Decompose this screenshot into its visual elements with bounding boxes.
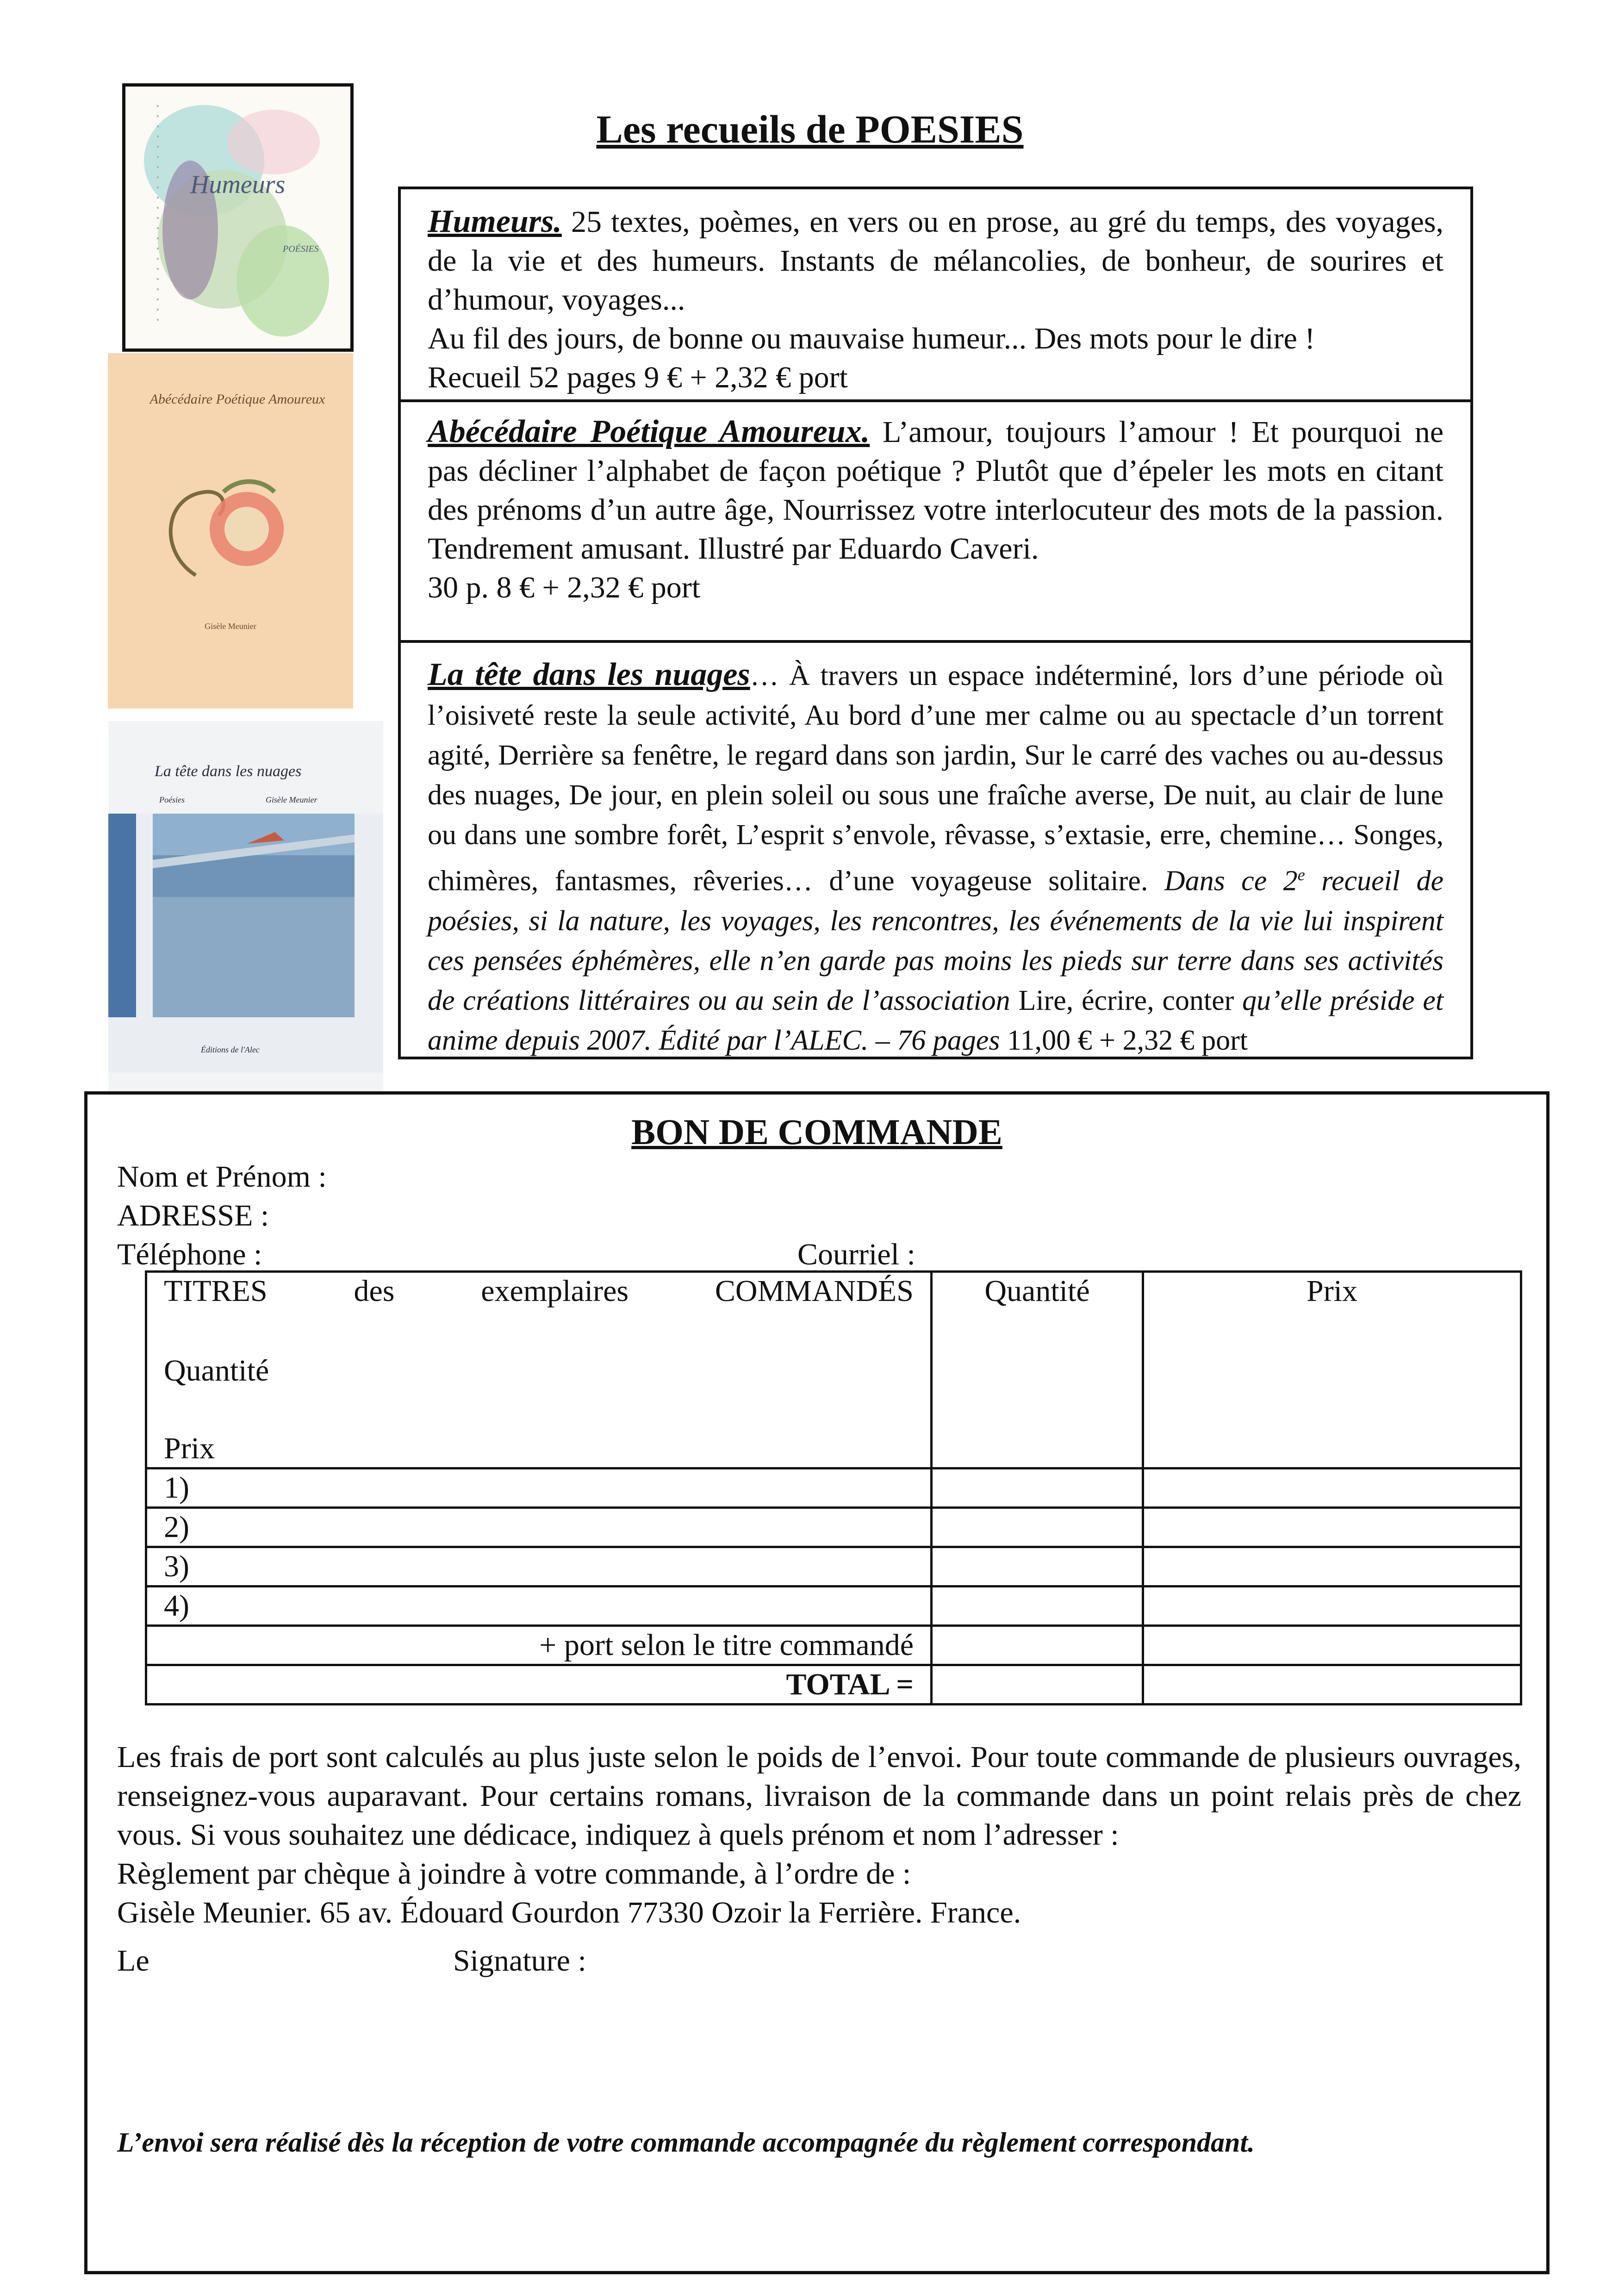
header-titles-cell (146, 1272, 932, 1468)
book-text (428, 202, 1444, 319)
header-quantity: Quantité (932, 1272, 1143, 1468)
book-summary: L’amour, toujours l’amour ! Et pourquoi ne pas décliner l’alphabet de façon poétique ? Plutôt que d’épeler les mots en citant des prénoms d’un autre âge, Nourrissez votre interlocuteur des mots de la passion. Tendrement amusant. Illustré par Eduardo Caveri. (428, 415, 1444, 566)
table-row (146, 1587, 1521, 1626)
book-association: Lire, écrire, conter (1010, 984, 1243, 1016)
page-title: Les recueils de POESIES (596, 107, 1024, 151)
book-text (428, 412, 1444, 568)
cover-humeurs-subtitle: POÉSIES (283, 244, 319, 254)
book-italic-3: qu’elle préside et anime depuis 2007. Édité par l’ALEC. – 76 pages (428, 984, 1444, 1056)
book-summary: … À travers un espace indéterminé, lors d’une période où l’oisiveté reste la seule activité, Au bord d’une mer calme ou au spectacle d’un torrent agité, Derrière sa fenêtre, le regard dans son jardin, Sur le carré des vaches ou au-dessus des nuages, De jour, en plein soleil ou sous une fraîche averse, De nuit, au clair de lune ou dans une sombre forêt, L’esprit s’envole, rêvasse, s’extasie, erre, chemine… Songes, chimères, fantasmes, rêveries… d’une voyageuse solitaire. (428, 660, 1444, 897)
row-price-cell[interactable] (1143, 1508, 1521, 1547)
book-title: Abécédaire Poétique Amoureux. (428, 414, 870, 449)
book-summary: 25 textes, poèmes, en vers ou en prose, au gré du temps, des voyages, de la vie et des humeurs. Instants de mélancolies, de bonheur, de sourires et d’humour, voyages... (428, 205, 1444, 317)
shipping-row (146, 1626, 1521, 1665)
total-row (146, 1665, 1521, 1705)
book-title: La tête dans les nuages (428, 657, 750, 692)
book-description-tete-nuages (398, 640, 1473, 1059)
row-price-cell[interactable] (1143, 1587, 1521, 1626)
shipping-quantity-cell[interactable] (932, 1626, 1143, 1665)
row-title-cell[interactable]: 1) (146, 1468, 932, 1508)
total-label: TOTAL = (146, 1665, 932, 1705)
row-title-cell[interactable]: 4) (146, 1587, 932, 1626)
book-price: 11,00 € + 2,32 € port (1000, 1024, 1248, 1056)
book-superscript: e (1297, 865, 1305, 884)
order-notes (117, 1738, 1521, 1932)
total-quantity-cell[interactable] (932, 1665, 1143, 1705)
row-title-cell[interactable]: 2) (146, 1508, 932, 1547)
row-quantity-cell[interactable] (932, 1587, 1143, 1626)
phone-label: Téléphone : (117, 1238, 262, 1271)
header-word: COMMANDÉS (715, 1274, 914, 1308)
name-label: Nom et Prénom : (117, 1160, 327, 1194)
cover-abecedaire-title: Abécédaire Poétique Amoureux (149, 392, 325, 407)
book-text (428, 655, 1444, 1060)
book-italic-2: recueil de poésies, si la nature, les voyages, les rencontres, les événements de la vie lui inspirent ces pensées éphémères, elle n’en garde pas moins les pieds sur terre dans ses activités de créations littéraires ou au sein de l’association (428, 865, 1444, 1016)
header-word: TITRES (164, 1274, 268, 1308)
shipping-notes: Les frais de port sont calculés au plus juste selon le poids de l’envoi. Pour toute commande de plusieurs ouvrages, renseignez-vous auparavant. Pour certains romans, livraison de la commande dans un point relais près de chez vous. Si vous souhaitez une dédicace, indiquez à quels prénom et nom l’adresser : (117, 1740, 1521, 1852)
book-title: Humeurs. (428, 204, 562, 239)
shipping-label: + port selon le titre commandé (146, 1626, 932, 1665)
header-titles (164, 1273, 914, 1310)
header-word: exemplaires (481, 1274, 629, 1308)
table-row (146, 1547, 1521, 1587)
cover-tete-nuages-subtitle: Poésies (159, 795, 185, 804)
cover-tete-nuages-author: Gisèle Meunier (266, 795, 317, 804)
cover-tete-nuages-publisher: Éditions de l'Alec (201, 1045, 260, 1054)
cover-tete-nuages (108, 721, 383, 1095)
row-price-cell[interactable] (1143, 1468, 1521, 1508)
header-word: des (354, 1274, 395, 1308)
table-row (146, 1468, 1521, 1508)
header-price-text: Prix (164, 1431, 215, 1465)
header-quantity-text: Quantité (164, 1354, 269, 1388)
date-label: Le (117, 1944, 149, 1978)
signature-label: Signature : (453, 1944, 586, 1978)
cover-tete-nuages-title: La tête dans les nuages (155, 763, 302, 780)
row-quantity-cell[interactable] (932, 1508, 1143, 1547)
order-form-title: BON DE COMMANDE (631, 1112, 1002, 1152)
order-table-header (146, 1272, 1521, 1468)
cover-humeurs-title: Humeurs (190, 170, 286, 199)
cover-abecedaire-author: Gisèle Meunier (205, 622, 256, 631)
total-price-cell[interactable] (1143, 1665, 1521, 1705)
email-label: Courriel : (797, 1238, 915, 1271)
row-quantity-cell[interactable] (932, 1468, 1143, 1508)
final-note: L’envoi sera réalisé dès la réception de votre commande accompagnée du règlement correspondant. (117, 2127, 1255, 2158)
order-table (145, 1270, 1522, 1705)
shipping-price-cell[interactable] (1143, 1626, 1521, 1665)
book-price: 30 p. 8 € + 2,32 € port (428, 571, 701, 604)
row-title-cell[interactable]: 3) (146, 1547, 932, 1587)
order-form (84, 1091, 1550, 2274)
header-price: Prix (1143, 1272, 1521, 1468)
book-tagline: Au fil des jours, de bonne ou mauvaise humeur... Des mots pour le dire ! (428, 322, 1315, 355)
book-description-humeurs (398, 187, 1473, 402)
table-row (146, 1508, 1521, 1547)
cover-abecedaire (108, 353, 353, 709)
row-quantity-cell[interactable] (932, 1547, 1143, 1587)
book-italic-1: Dans ce 2 (1164, 865, 1298, 897)
row-price-cell[interactable] (1143, 1547, 1521, 1587)
payee-address: Gisèle Meunier. 65 av. Édouard Gourdon 77330 Ozoir la Ferrière. France. (117, 1896, 1021, 1929)
book-price: Recueil 52 pages 9 € + 2,32 € port (428, 361, 848, 394)
payment-instructions: Règlement par chèque à joindre à votre commande, à l’ordre de : (117, 1857, 911, 1891)
address-label: ADRESSE : (117, 1199, 269, 1232)
book-description-abecedaire (398, 399, 1473, 643)
cover-humeurs-art (125, 87, 350, 348)
cover-humeurs (122, 83, 354, 352)
